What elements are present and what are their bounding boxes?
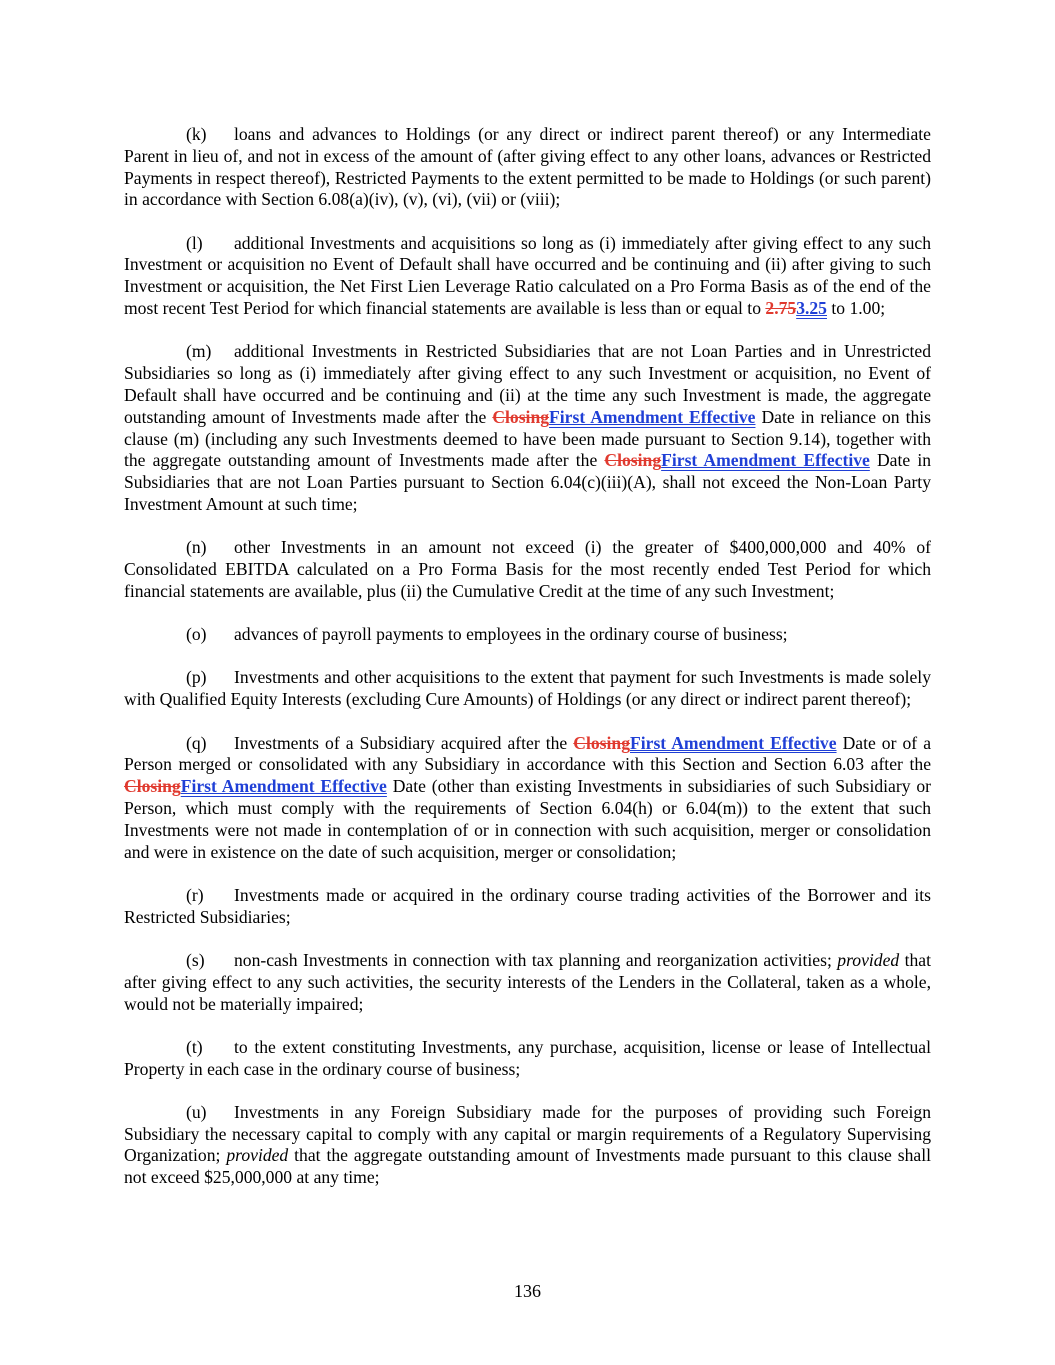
clause-label: (n) — [186, 537, 207, 558]
clause-label: (m) — [186, 341, 212, 362]
clause-t — [124, 1037, 931, 1081]
clause-text: Investments in any Foreign Subsidiary made for the purposes of providing such Foreign Subsidiary the necessary capital to comply with any capital or margin requirements of a Regulatory Supervising Organization; — [124, 1101, 931, 1166]
deleted-text: Closing — [604, 450, 662, 471]
clause-label: (o) — [186, 624, 207, 645]
clause-label: (k) — [186, 124, 207, 144]
clause-text: non-cash Investments in connection with tax planning and reorganization activities; — [234, 949, 838, 970]
inserted-text: First Amendment Effective — [180, 776, 387, 797]
inserted-text: First Amendment Effective — [549, 406, 756, 427]
inserted-text: First Amendment Effective — [661, 450, 870, 471]
clause-label: (q) — [186, 732, 207, 753]
clause-label: (p) — [186, 667, 207, 688]
clause-text: that after giving effect to any such activities, the security interests of the Lenders in the Collateral, taken as a whole, would not be materially impaired; — [124, 949, 931, 1014]
clause-text: loans and advances to Holdings (or any direct or indirect parent thereof) or any Intermediate Parent in lieu of, and not in excess of the amount of (after giving effect to any other loans, advances or Restricted Payments in respect thereof), Restricted Payments to the extent permitted to be made to Holdings (or such parent) in accordance with Section 6.08(a)(iv), (v), (vi), (vii) or (viii); — [124, 124, 931, 210]
deleted-text: Closing — [124, 776, 181, 797]
inserted-text: 3.25 — [796, 298, 827, 319]
clause-text: other Investments in an amount not exceed (i) the greater of $400,000,000 and 40% of Consolidated EBITDA calculated on a Pro Forma Basis for the most recently ended Test Period for which financial statements are available, plus (ii) the Cumulative Credit at the time of any such Investment; — [124, 537, 931, 601]
clause-text: Investments made or acquired in the ordinary course trading activities of the Borrower and its Restricted Subsidiaries; — [124, 884, 931, 927]
clause-text: Date (other than existing Investments in subsidiaries of such Subsidiary or Person, which must comply with the requirements of Section 6.04(h) or 6.04(m)) to the extent that such Investments were not made in contemplation of or in connection with such acquisition, merger or consolidation and were in existence on the date of such acquisition, merger or consolidation; — [124, 776, 932, 862]
deleted-text: 2.75 — [765, 298, 797, 319]
clause-q — [124, 733, 931, 864]
italic-term: provided — [226, 1145, 289, 1166]
deleted-text: Closing — [573, 732, 630, 753]
inserted-text: First Amendment Effective — [630, 732, 837, 753]
clause-n — [124, 537, 931, 602]
clause-r — [124, 885, 931, 929]
clause-label: (s) — [186, 949, 205, 970]
clause-text: that the aggregate outstanding amount of Investments made pursuant to this clause shall not exceed $25,000,000 at any time; — [124, 1145, 932, 1188]
clause-p — [124, 667, 931, 711]
clause-o — [124, 624, 931, 646]
clause-label: (u) — [186, 1101, 207, 1122]
clause-u — [124, 1102, 931, 1189]
clause-text: additional Investments in Restricted Subsidiaries that are not Loan Parties and in Unrestricted Subsidiaries so long as (i) immediately after giving effect to any such Investment or acquisition, no Event of Default shall have occurred and be continuing and (ii) at the time any such Investment is made, the aggregate outstanding amount of Investments made after the — [124, 341, 931, 427]
clause-label: (r) — [186, 884, 204, 905]
clause-text: to the extent constituting Investments, any purchase, acquisition, license or lease of Intellectual Property in each case in the ordinary course of business; — [124, 1036, 931, 1079]
clause-text: to 1.00; — [826, 298, 886, 319]
clause-label: (l) — [186, 232, 203, 253]
clause-text: Investments of a Subsidiary acquired after the — [234, 732, 574, 753]
clause-text: Date or of a Person merged or consolidated with any Subsidiary in accordance with this Section and Section 6.03 after the — [124, 732, 932, 775]
italic-term: provided — [837, 949, 900, 970]
clause-text: advances of payroll payments to employees in the ordinary course of business; — [234, 624, 788, 645]
clause-s — [124, 950, 931, 1015]
clause-label: (t) — [186, 1036, 203, 1057]
clause-m — [124, 341, 931, 515]
document-page — [124, 124, 931, 1211]
clause-text: Date in Subsidiaries that are not Loan Parties pursuant to Section 6.04(c)(iii)(A), shall not exceed the Non-Loan Party Investment Amount at such time; — [124, 450, 931, 514]
clause-text: Date in reliance on this clause (m) (including any such Investments deemed to have been made pursuant to Section 9.14), together with the aggregate outstanding amount of Investments made after the — [124, 406, 931, 471]
deleted-text: Closing — [492, 406, 550, 427]
page-number: 136 — [514, 1281, 541, 1301]
clause-k — [124, 124, 931, 211]
clause-l — [124, 233, 931, 320]
clause-text: Investments and other acquisitions to the extent that payment for such Investments is made solely with Qualified Equity Interests (excluding Cure Amounts) of Holdings (or any direct or indirect parent thereof); — [124, 667, 931, 710]
clause-text: additional Investments and acquisitions so long as (i) immediately after giving effect to any such Investment or acquisition no Event of Default shall have occurred and be continuing and (ii) after giving to such Investment or acquisition, the Net First Lien Leverage Ratio calculated on a Pro Forma Basis as of the end of the most recent Test Period for which financial statements are available is less than or equal to — [124, 232, 931, 319]
